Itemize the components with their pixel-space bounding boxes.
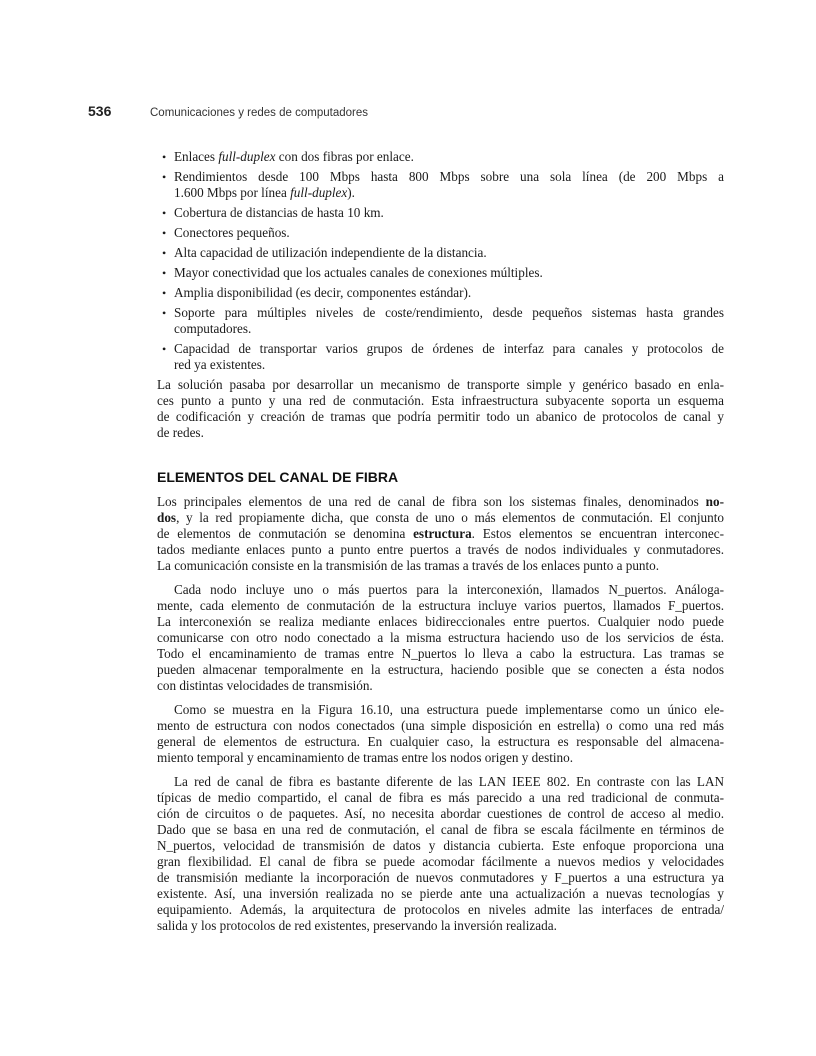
text-line [157,886,724,902]
text-run: Capacidad de transportar varios grupos de órdenes de interfaz para canales y protocolos de [174,341,724,356]
text-run: Soporte para múltiples niveles de coste/rendimiento, desde pequeños sistemas hasta grandes [174,305,724,320]
bullet-item [157,149,724,165]
text-line [157,646,724,662]
text-run: Conectores pequeños. [174,225,290,240]
text-run: Enlaces [174,149,219,164]
text-line [157,902,724,918]
text-run: Como se muestra en la Figura 16.10, una estructura puede implementarse como un único ele- [174,702,724,717]
text-run: Cada nodo incluye uno o más puertos para la interconexión, llamados N_puertos. Análoga- [174,582,724,597]
text-run: La interconexión se realiza mediante enlaces bidireccionales entre puertos. Cualquier nodo puede [157,614,724,629]
text-run: Mayor conectividad que los actuales canales de conexiones múltiples. [174,265,543,280]
text-line [157,614,724,630]
text-line [157,598,724,614]
text-run: ción de circuitos o de paquetes. Así, no necesita abordar cuestiones de control de acceso al medio. [157,806,724,821]
text-line [157,494,724,510]
text-line [174,321,724,337]
paragraph [157,494,724,574]
text-line [157,774,724,790]
text-line [174,205,724,221]
text-line [174,169,724,185]
text-line [157,750,724,766]
text-run: ces punto a punto y una red de conmutación. Esta infraestructura subyacente soporta un esquema [157,393,724,408]
bold-term: estructura [413,526,472,541]
italic-text: full-duplex [218,149,276,164]
text-line [157,377,724,393]
section-heading: ELEMENTOS DEL CANAL DE FIBRA [157,469,399,485]
text-run: miento temporal y encaminamiento de tramas entre los nodos origen y destino. [157,750,574,765]
text-line [157,510,724,526]
text-run: La solución pasaba por desarrollar un mecanismo de transporte simple y genérico basado en enla- [157,377,724,392]
text-run: con dos fibras por enlace. [275,149,414,164]
text-line [157,662,724,678]
text-line [157,734,724,750]
text-line [157,582,724,598]
bullet-item [157,225,724,241]
text-line [157,542,724,558]
text-run: gran flexibilidad. El canal de fibra se puede acomodar fácilmente a nuevos medios y velocidades [157,854,724,869]
text-line [157,630,724,646]
text-run: de transmisión mediante la incorporación de nuevos conmutadores y F_puertos a una estructura ya [157,870,724,885]
text-line [174,285,724,301]
text-line [174,149,724,165]
text-line [174,341,724,357]
text-line [157,393,724,409]
text-run: comunicarse con otro nodo conectado a la misma estructura haciendo uso de los servicios de ésta. [157,630,724,645]
text-run: . Estos elementos se encuentran interconec- [471,526,724,541]
bullet-item [157,205,724,221]
text-line [174,185,724,201]
text-run: red ya existentes. [174,357,266,372]
text-line [157,822,724,838]
text-run: con distintas velocidades de transmisión. [157,678,373,693]
text-line [157,526,724,542]
paragraph [157,582,724,694]
text-run: ). [347,185,355,200]
text-run: pueden almacenar temporalmente en la estructura, haciendo posible que se conecten a ésta nodos [157,662,724,677]
text-run: computadores. [174,321,252,336]
text-run: La comunicación consiste en la transmisión de las tramas a través de los enlaces punto a punto. [157,558,660,573]
text-run: Alta capacidad de utilización independiente de la distancia. [174,245,487,260]
bullet-item [157,285,724,301]
bold-term: no- [705,494,724,509]
text-run: Cobertura de distancias de hasta 10 km. [174,205,384,220]
text-run: equipamiento. Además, la arquitectura de protocolos en niveles admite las interfaces de entrada/ [157,902,724,917]
text-run: salida y los protocolos de red existentes, preservando la inversión realizada. [157,918,557,933]
text-line [174,305,724,321]
bullet-item [157,341,724,373]
bullet-item [157,305,724,337]
text-run: 1.600 Mbps por línea [174,185,291,200]
text-run: mente, cada elemento de conmutación de la estructura incluye varios puertos, llamados F_puertos. [157,598,724,613]
page-number: 536 [88,103,112,119]
bold-term: dos [157,510,177,525]
text-line [157,870,724,886]
text-line [157,702,724,718]
text-run: Rendimientos desde 100 Mbps hasta 800 Mbps sobre una sola línea (de 200 Mbps a [174,169,724,184]
text-line [157,678,724,694]
text-line [157,409,724,425]
text-run: de codificación y creación de tramas que podría permitir todo un abanico de protocolos de canal y [157,409,724,424]
text-run: típicas de medio compartido, el canal de fibra es más parecido a una red tradicional de conmuta- [157,790,724,805]
text-run: N_puertos, velocidad de transmisión de datos y distancia cubierta. Este enfoque proporciona una [157,838,724,853]
text-run: existente. Así, una inversión realizada no se pierde ante una actualización a nuevas tecnologías y [157,886,724,901]
text-line [174,245,724,261]
text-run: general de elementos de estructura. En cualquier caso, la estructura es responsable del almacena- [157,734,724,749]
italic-text: full-duplex [290,185,348,200]
page-body [157,149,724,934]
text-line [174,225,724,241]
text-line [157,425,724,441]
text-line [157,838,724,854]
text-line [157,558,724,574]
text-run: Amplia disponibilidad (es decir, componentes estándar). [174,285,472,300]
text-run: , y la red propiamente dicha, que consta de uno o más elementos de conmutación. El conjunto [176,510,724,525]
text-run: La red de canal de fibra es bastante diferente de las LAN IEEE 802. En contraste con las LAN [174,774,724,789]
paragraph [157,377,724,441]
text-line [157,718,724,734]
running-title: Comunicaciones y redes de computadores [150,107,368,119]
text-line [174,265,724,281]
paragraph [157,774,724,934]
text-run: Dado que se basa en una red de conmutación, el canal de fibra se escala fácilmente en términos de [157,822,724,837]
paragraph [157,702,724,766]
text-line [157,918,724,934]
text-run: tados mediante enlaces punto a punto entre puertos a través de nodos individuales y conmutadores. [157,542,724,557]
bullet-item [157,265,724,281]
text-line [157,790,724,806]
running-header [88,103,368,121]
text-run: de redes. [157,425,204,440]
text-run: mento de estructura con nodos conectados (una simple disposición en estrella) o como una red más [157,718,724,733]
text-line [157,806,724,822]
bullet-item [157,169,724,201]
text-line [157,854,724,870]
text-run: Todo el encaminamiento de tramas entre N_puertos lo lleva a cabo la estructura. Las tramas se [157,646,724,661]
text-run: de elementos de conmutación se denomina [157,526,414,541]
text-line [174,357,724,373]
text-run: Los principales elementos de una red de canal de fibra son los sistemas finales, denominados [157,494,706,509]
bullet-item [157,245,724,261]
